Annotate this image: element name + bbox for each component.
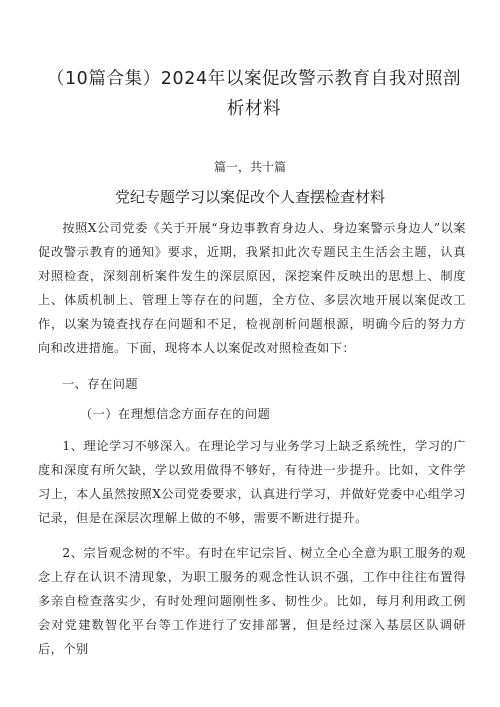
section-label: 篇一，共十篇 <box>213 160 286 174</box>
intro-paragraph: 按照X公司党委《关于开展“身边事教育身边人、身边案警示身边人”以案促改警示教育的通知》要求，近期，我紧扣此次专题民主生活会主题，认真对照检查，深刻剖析案件发生的深层原因，深挖案件反映出的思想上、制度上、体质机制上、管理上等存在的问题，全方位、多层次地开展以案促改工作，以案为镜查找存在问题和不足，检视剖析问题根源，明确今后的努力方向和改进措施。下面，现将本人以案促改对照检查如下： <box>38 221 466 355</box>
issue-item-2: 2、宗旨观念树的不牢。有时在牢记宗旨、树立全心全意为职工服务的观念上存在认识不清现象，为职工服务的观念性认识不强，工作中往往布置得多亲自检查落实少，有时处理问题刚性多、韧性少。比如，每月利用政工例会对党建数智化平台等工作进行了安排部署，但是经过深入基层区队调研后，个别 <box>38 546 466 656</box>
subsection-heading: （一）在理想信念方面存在的问题 <box>80 407 271 421</box>
section-heading: 一、存在问题 <box>62 377 139 391</box>
article-title: 党纪专题学习以案促改个人查摆检查材料 <box>114 188 385 206</box>
issue-item-1: 1、理论学习不够深入。在理论学习与业务学习上缺乏系统性，学习的广度和深度有所欠缺，学以致用做得不够好，有待进一步提升。比如，文件学习上，本人虽然按照X公司党委要求，认真进行学习，并做好党委中心组学习记录，但是在深层次理解上做的不够，需要不断进行提升。 <box>38 439 466 525</box>
document-title: （10篇合集）2024年以案促改警示教育自我对照剖析材料 <box>46 69 462 119</box>
